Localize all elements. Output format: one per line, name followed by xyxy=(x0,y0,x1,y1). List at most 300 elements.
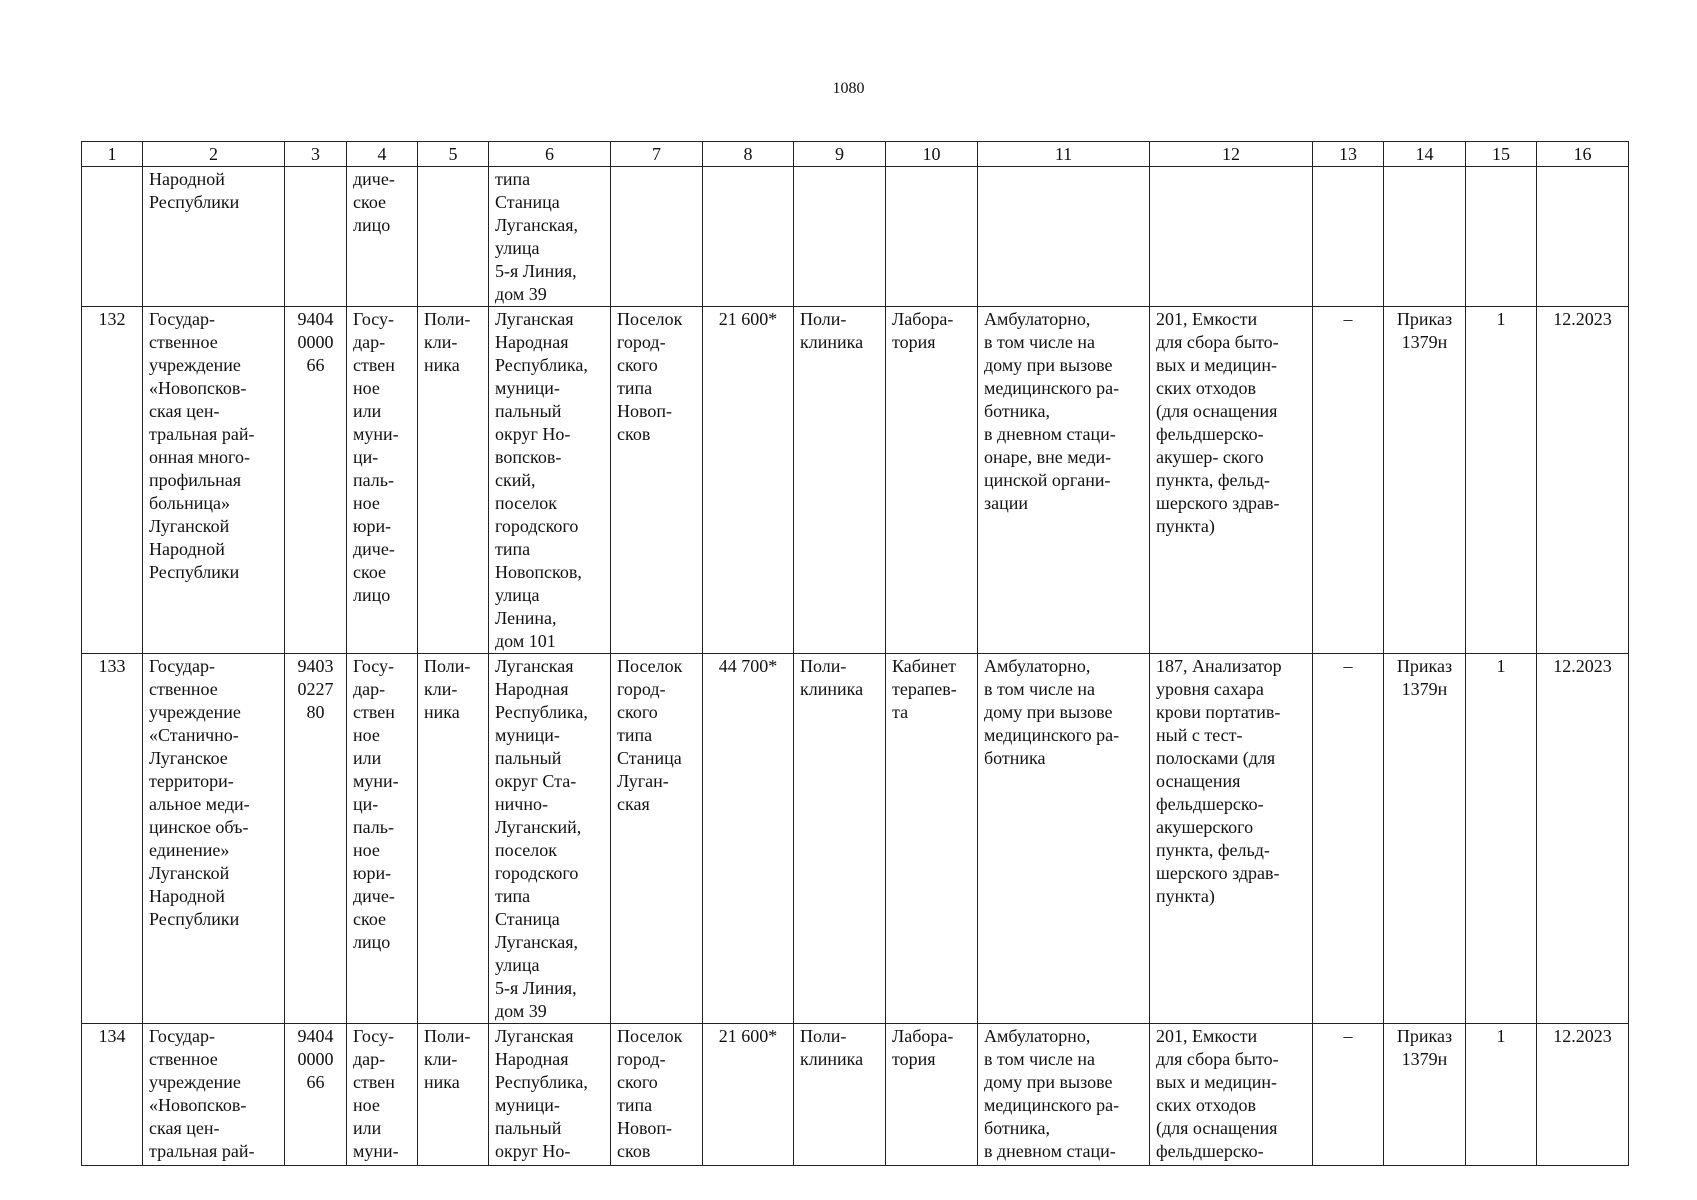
column-header-row xyxy=(82,142,1629,167)
cell-text-line: типа xyxy=(617,1095,653,1115)
cell-text-line: город- xyxy=(617,1049,666,1069)
cell-text-line: фельдшерско- xyxy=(1156,794,1264,814)
cell-text-line: ских отходов xyxy=(1156,1095,1256,1115)
cell-text-line: дом 39 xyxy=(495,284,547,304)
cell-text-line: или xyxy=(353,401,382,421)
cell-text-line: Народная xyxy=(495,679,569,699)
column-header: 5 xyxy=(418,142,489,167)
cell-text-line: ствен xyxy=(353,355,395,375)
column-header: 14 xyxy=(1384,142,1466,167)
cell-text-line: ское xyxy=(353,909,387,929)
table-row xyxy=(82,1024,1629,1166)
cell-text-line: больница» xyxy=(149,493,230,513)
cell-text-line: муници- xyxy=(495,725,560,745)
table-cell-col-7 xyxy=(611,167,703,307)
table-cell-col-12 xyxy=(1150,167,1313,307)
table-row xyxy=(82,307,1629,654)
cell-text-line: Ленина, xyxy=(495,608,557,628)
cell-text-line: онная много- xyxy=(149,447,250,467)
cell-text-line: 1 xyxy=(1496,1026,1506,1046)
column-header: 7 xyxy=(611,142,703,167)
cell-text-line: ника xyxy=(424,1072,460,1092)
cell-text-line: Поселок xyxy=(617,309,683,329)
table-cell-col-15 xyxy=(1466,1024,1537,1166)
table-cell-col-5 xyxy=(418,307,489,654)
table-cell-col-16 xyxy=(1537,307,1629,654)
cell-text-line: городского xyxy=(495,863,579,883)
cell-text-line: Амбулаторно, xyxy=(984,309,1091,329)
cell-text-line: 201, Емкости xyxy=(1156,1026,1258,1046)
table-cell-col-9 xyxy=(794,167,886,307)
table-cell-col-7 xyxy=(611,654,703,1024)
cell-text-line: Республика, xyxy=(495,1072,588,1092)
cell-text-line: 44 700* xyxy=(718,656,778,676)
cell-text-line: Луганская xyxy=(495,1026,574,1046)
cell-text-line: Луганский, xyxy=(495,817,582,837)
cell-text-line: типа xyxy=(617,725,653,745)
cell-text-line: ских отходов xyxy=(1156,378,1256,398)
table-cell-col-8 xyxy=(703,307,794,654)
cell-text-line: ского xyxy=(617,702,658,722)
cell-text-line: Станица xyxy=(495,192,560,212)
cell-text-line: Республики xyxy=(149,562,240,582)
cell-text-line: Луганская xyxy=(495,309,574,329)
cell-text-line: 1 xyxy=(1496,309,1506,329)
cell-text-line: единение» xyxy=(149,840,230,860)
cell-text-line: клиника xyxy=(800,1049,864,1069)
table-cell-col-10 xyxy=(886,307,978,654)
column-header: 13 xyxy=(1313,142,1384,167)
cell-text-line: Поли- xyxy=(800,1026,847,1046)
cell-text-line: кли- xyxy=(424,679,458,699)
cell-text-line: территори- xyxy=(149,771,234,791)
cell-text-line: город- xyxy=(617,679,666,699)
table-row xyxy=(82,654,1629,1024)
cell-text-line: Приказ xyxy=(1396,1026,1453,1046)
cell-text-line: Поли- xyxy=(424,656,471,676)
cell-text-line: или xyxy=(353,748,382,768)
table-cell-col-16 xyxy=(1537,654,1629,1024)
cell-text-line: полосками (для xyxy=(1156,748,1276,768)
cell-text-line: Луганской xyxy=(149,863,230,883)
cell-text-line: Луганская xyxy=(495,656,574,676)
table-body xyxy=(82,167,1629,1166)
cell-text-line: сков xyxy=(617,1141,651,1161)
table-cell-col-5 xyxy=(418,167,489,307)
cell-text-line: Поли- xyxy=(800,309,847,329)
cell-text-line: 1379н xyxy=(1401,1049,1448,1069)
cell-text-line: 0227 xyxy=(297,679,334,699)
table-cell-col-11 xyxy=(978,167,1150,307)
cell-text-line: тория xyxy=(892,332,936,352)
cell-text-line: лицо xyxy=(353,585,391,605)
cell-text-line: дар- xyxy=(353,332,386,352)
cell-text-line: 12.2023 xyxy=(1553,309,1612,329)
cell-text-line: Новоп- xyxy=(617,1118,673,1138)
cell-text-line: в том числе на xyxy=(984,332,1095,352)
cell-text-line: оснащения xyxy=(1156,771,1241,791)
table-cell-col-9 xyxy=(794,1024,886,1166)
cell-text-line: Амбулаторно, xyxy=(984,656,1091,676)
cell-text-line: тральная рай- xyxy=(149,424,255,444)
cell-text-line: терапев- xyxy=(892,679,957,699)
cell-text-line: муни- xyxy=(353,1141,399,1161)
cell-text-line: Новоп- xyxy=(617,401,673,421)
cell-text-line: 12.2023 xyxy=(1553,656,1612,676)
cell-text-line: Республика, xyxy=(495,702,588,722)
cell-text-line: шерского здрав- xyxy=(1156,863,1280,883)
cell-text-line: 66 xyxy=(306,355,325,375)
cell-text-line: учреждение xyxy=(149,355,241,375)
cell-text-line: пальный xyxy=(495,1118,562,1138)
cell-text-line: Республики xyxy=(149,192,240,212)
table-cell-col-2 xyxy=(143,654,285,1024)
cell-text-line: 1 xyxy=(1496,656,1506,676)
table-cell-col-13 xyxy=(1313,654,1384,1024)
cell-text-line: типа xyxy=(495,539,531,559)
cell-text-line: ского xyxy=(617,1072,658,1092)
cell-text-line: ского xyxy=(617,355,658,375)
cell-text-line: типа xyxy=(495,886,531,906)
cell-text-line: муници- xyxy=(495,378,560,398)
cell-text-line: паль- xyxy=(353,470,394,490)
table-cell-col-2 xyxy=(143,167,285,307)
table-cell-col-12 xyxy=(1150,1024,1313,1166)
cell-text-line: поселок xyxy=(495,840,558,860)
cell-text-line: ци- xyxy=(353,794,379,814)
cell-text-line: лицо xyxy=(353,932,391,952)
cell-text-line: в дневном стаци- xyxy=(984,1141,1116,1161)
table-cell-col-4 xyxy=(347,307,418,654)
table-cell-col-1 xyxy=(82,654,143,1024)
cell-text-line: город- xyxy=(617,332,666,352)
cell-text-line: 0000 xyxy=(297,1049,334,1069)
table-cell-col-13 xyxy=(1313,307,1384,654)
cell-text-line: лицо xyxy=(353,215,391,235)
table-cell-col-10 xyxy=(886,654,978,1024)
cell-text-line: (для оснащения xyxy=(1156,401,1278,421)
cell-text-line: уровня сахара xyxy=(1156,679,1264,699)
cell-text-line: Луган- xyxy=(617,771,669,791)
document-table xyxy=(81,141,1629,1166)
column-header: 4 xyxy=(347,142,418,167)
cell-text-line: фельдшерско- xyxy=(1156,1141,1264,1161)
cell-text-line: 5-я Линия, xyxy=(495,261,577,281)
column-header: 10 xyxy=(886,142,978,167)
cell-text-line: 9404 xyxy=(297,309,334,329)
table-cell-col-11 xyxy=(978,307,1150,654)
cell-text-line: тральная рай- xyxy=(149,1141,255,1161)
column-header: 16 xyxy=(1537,142,1629,167)
cell-text-line: ская цен- xyxy=(149,401,220,421)
page-number: 1080 xyxy=(832,80,865,97)
cell-text-line: 80 xyxy=(306,702,325,722)
cell-text-line: пункта) xyxy=(1156,886,1215,906)
cell-text-line: пальный xyxy=(495,748,562,768)
table-cell-col-13 xyxy=(1313,1024,1384,1166)
cell-text-line: акушер- ского xyxy=(1156,447,1264,467)
table-cell-col-12 xyxy=(1150,654,1313,1024)
cell-text-line: пункта) xyxy=(1156,516,1215,536)
cell-text-line: Государ- xyxy=(149,309,216,329)
cell-text-line: муни- xyxy=(353,771,399,791)
cell-text-line: ская xyxy=(617,794,650,814)
cell-text-line: 21 600* xyxy=(718,309,778,329)
cell-text-line: дому при вызове xyxy=(984,1072,1113,1092)
cell-text-line: Луганское xyxy=(149,748,228,768)
table-cell-col-15 xyxy=(1466,167,1537,307)
column-header: 1 xyxy=(82,142,143,167)
table-cell-col-8 xyxy=(703,167,794,307)
table-cell-col-3 xyxy=(285,307,347,654)
cell-text-line: округ Ста- xyxy=(495,771,577,791)
cell-text-line: Республики xyxy=(149,909,240,929)
cell-text-line: Новопсков, xyxy=(495,562,582,582)
cell-text-line: в том числе на xyxy=(984,679,1095,699)
table-cell-col-7 xyxy=(611,307,703,654)
cell-text-line: профильная xyxy=(149,470,242,490)
table-cell-col-14 xyxy=(1384,307,1466,654)
cell-text-line: та xyxy=(892,702,909,722)
cell-text-line: ственное xyxy=(149,332,218,352)
cell-text-line: Госу- xyxy=(353,1026,395,1046)
table-cell-col-13 xyxy=(1313,167,1384,307)
cell-text-line: 0000 xyxy=(297,332,334,352)
cell-text-line: Поселок xyxy=(617,1026,683,1046)
table-cell-col-14 xyxy=(1384,167,1466,307)
table-cell-col-4 xyxy=(347,654,418,1024)
cell-text-line: Станица xyxy=(617,748,682,768)
cell-text-line: ственное xyxy=(149,679,218,699)
cell-text-line: 1379н xyxy=(1401,332,1448,352)
table-cell-col-16 xyxy=(1537,1024,1629,1166)
table-cell-col-11 xyxy=(978,1024,1150,1166)
cell-text-line: «Новопсков- xyxy=(149,1095,247,1115)
table-cell-col-6 xyxy=(489,167,611,307)
cell-text-line: Кабинет xyxy=(892,656,957,676)
cell-text-line: Народной xyxy=(149,539,225,559)
cell-text-line: 201, Емкости xyxy=(1156,309,1258,329)
cell-text-line: 134 xyxy=(98,1026,126,1046)
cell-text-line: – xyxy=(1343,1026,1353,1046)
cell-text-line: – xyxy=(1343,309,1353,329)
cell-text-line: Луганская, xyxy=(495,932,578,952)
cell-text-line: Поли- xyxy=(424,309,471,329)
table-cell-col-2 xyxy=(143,307,285,654)
cell-text-line: ботника, xyxy=(984,401,1051,421)
cell-text-line: 132 xyxy=(98,309,126,329)
cell-text-line: Народная xyxy=(495,332,569,352)
cell-text-line: цинской органи- xyxy=(984,470,1111,490)
table-cell-col-14 xyxy=(1384,654,1466,1024)
cell-text-line: Государ- xyxy=(149,656,216,676)
cell-text-line: муници- xyxy=(495,1095,560,1115)
table-cell-col-2 xyxy=(143,1024,285,1166)
cell-text-line: зации xyxy=(984,493,1028,513)
cell-text-line: ботника, xyxy=(984,1118,1051,1138)
cell-text-line: 187, Анализатор xyxy=(1156,656,1282,676)
table-cell-col-14 xyxy=(1384,1024,1466,1166)
table-cell-col-9 xyxy=(794,307,886,654)
table-cell-col-8 xyxy=(703,654,794,1024)
cell-text-line: Амбулаторно, xyxy=(984,1026,1091,1046)
cell-text-line: учреждение xyxy=(149,1072,241,1092)
column-header: 2 xyxy=(143,142,285,167)
table-cell-col-1 xyxy=(82,167,143,307)
table-cell-col-1 xyxy=(82,307,143,654)
cell-text-line: медицинского ра- xyxy=(984,378,1120,398)
cell-text-line: ственное xyxy=(149,1049,218,1069)
cell-text-line: ное xyxy=(353,840,380,860)
cell-text-line: типа xyxy=(495,169,531,189)
cell-text-line: ника xyxy=(424,355,460,375)
cell-text-line: Станица xyxy=(495,909,560,929)
cell-text-line: Луганской xyxy=(149,516,230,536)
table-cell-col-1 xyxy=(82,1024,143,1166)
cell-text-line: ское xyxy=(353,192,387,212)
cell-text-line: медицинского ра- xyxy=(984,1095,1120,1115)
cell-text-line: городского xyxy=(495,516,579,536)
cell-text-line: дому при вызове xyxy=(984,702,1113,722)
cell-text-line: Приказ xyxy=(1396,309,1453,329)
cell-text-line: улица xyxy=(495,585,540,605)
table-cell-col-12 xyxy=(1150,307,1313,654)
cell-text-line: 9404 xyxy=(297,1026,334,1046)
cell-text-line: диче- xyxy=(353,169,395,189)
cell-text-line: – xyxy=(1343,656,1353,676)
cell-text-line: юри- xyxy=(353,516,392,536)
cell-text-line: Поли- xyxy=(424,1026,471,1046)
cell-text-line: улица xyxy=(495,955,540,975)
cell-text-line: клиника xyxy=(800,679,864,699)
cell-text-line: 5-я Линия, xyxy=(495,978,577,998)
cell-text-line: Лабора- xyxy=(892,1026,954,1046)
cell-text-line: пальный xyxy=(495,401,562,421)
cell-text-line: учреждение xyxy=(149,702,241,722)
cell-text-line: ное xyxy=(353,378,380,398)
cell-text-line: 9403 xyxy=(297,656,334,676)
table-cell-col-11 xyxy=(978,654,1150,1024)
cell-text-line: шерского здрав- xyxy=(1156,493,1280,513)
cell-text-line: крови портатив- xyxy=(1156,702,1281,722)
cell-text-line: паль- xyxy=(353,817,394,837)
table-cell-col-6 xyxy=(489,307,611,654)
cell-text-line: Государ- xyxy=(149,1026,216,1046)
cell-text-line: сков xyxy=(617,424,651,444)
cell-text-line: нично- xyxy=(495,794,548,814)
table-cell-col-10 xyxy=(886,1024,978,1166)
table-cell-col-4 xyxy=(347,1024,418,1166)
cell-text-line: дом 101 xyxy=(495,631,556,651)
cell-text-line: 66 xyxy=(306,1072,325,1092)
cell-text-line: ский, xyxy=(495,470,536,490)
table-cell-col-3 xyxy=(285,654,347,1024)
cell-text-line: клиника xyxy=(800,332,864,352)
cell-text-line: вых и медицин- xyxy=(1156,355,1278,375)
cell-text-line: Госу- xyxy=(353,656,395,676)
cell-text-line: дому при вызове xyxy=(984,355,1113,375)
cell-text-line: диче- xyxy=(353,539,395,559)
table-cell-col-3 xyxy=(285,1024,347,1166)
table-cell-col-7 xyxy=(611,1024,703,1166)
cell-text-line: для сбора быто- xyxy=(1156,1049,1279,1069)
cell-text-line: Народной xyxy=(149,886,225,906)
cell-text-line: Республика, xyxy=(495,355,588,375)
table-row xyxy=(82,167,1629,307)
cell-text-line: 12.2023 xyxy=(1553,1026,1612,1046)
table-cell-col-6 xyxy=(489,654,611,1024)
cell-text-line: «Станично- xyxy=(149,725,239,745)
column-header: 12 xyxy=(1150,142,1313,167)
cell-text-line: вых и медицин- xyxy=(1156,1072,1278,1092)
table-cell-col-6 xyxy=(489,1024,611,1166)
cell-text-line: ское xyxy=(353,562,387,582)
table-cell-col-3 xyxy=(285,167,347,307)
cell-text-line: Госу- xyxy=(353,309,395,329)
cell-text-line: диче- xyxy=(353,886,395,906)
table-cell-col-10 xyxy=(886,167,978,307)
cell-text-line: для сбора быто- xyxy=(1156,332,1279,352)
cell-text-line: ное xyxy=(353,493,380,513)
cell-text-line: улица xyxy=(495,238,540,258)
cell-text-line: ствен xyxy=(353,702,395,722)
cell-text-line: дар- xyxy=(353,679,386,699)
cell-text-line: ный с тест- xyxy=(1156,725,1243,745)
cell-text-line: в дневном стаци- xyxy=(984,424,1116,444)
cell-text-line: округ Но- xyxy=(495,424,571,444)
table-cell-col-5 xyxy=(418,1024,489,1166)
cell-text-line: ника xyxy=(424,702,460,722)
cell-text-line: фельдшерско- xyxy=(1156,424,1264,444)
cell-text-line: 133 xyxy=(98,656,126,676)
cell-text-line: ботника xyxy=(984,748,1046,768)
cell-text-line: юри- xyxy=(353,863,392,883)
cell-text-line: кли- xyxy=(424,332,458,352)
cell-text-line: типа xyxy=(617,378,653,398)
cell-text-line: кли- xyxy=(424,1049,458,1069)
cell-text-line: в том числе на xyxy=(984,1049,1095,1069)
cell-text-line: цинское объ- xyxy=(149,817,249,837)
column-header: 9 xyxy=(794,142,886,167)
cell-text-line: пункта, фельд- xyxy=(1156,840,1270,860)
column-header: 8 xyxy=(703,142,794,167)
cell-text-line: 21 600* xyxy=(718,1026,778,1046)
cell-text-line: альное меди- xyxy=(149,794,250,814)
cell-text-line: ное xyxy=(353,1095,380,1115)
column-header: 3 xyxy=(285,142,347,167)
table-cell-col-15 xyxy=(1466,307,1537,654)
cell-text-line: «Новопсков- xyxy=(149,378,247,398)
cell-text-line: дом 39 xyxy=(495,1001,547,1021)
cell-text-line: онаре, вне меди- xyxy=(984,447,1112,467)
cell-text-line: Лабора- xyxy=(892,309,954,329)
cell-text-line: Поли- xyxy=(800,656,847,676)
column-header: 6 xyxy=(489,142,611,167)
cell-text-line: пункта, фельд- xyxy=(1156,470,1270,490)
table-cell-col-4 xyxy=(347,167,418,307)
cell-text-line: округ Но- xyxy=(495,1141,571,1161)
cell-text-line: ное xyxy=(353,725,380,745)
cell-text-line: дар- xyxy=(353,1049,386,1069)
cell-text-line: Народной xyxy=(149,169,225,189)
cell-text-line: ци- xyxy=(353,447,379,467)
table-cell-col-5 xyxy=(418,654,489,1024)
cell-text-line: Луганская, xyxy=(495,215,578,235)
cell-text-line: вопсков- xyxy=(495,447,562,467)
column-header: 15 xyxy=(1466,142,1537,167)
table-cell-col-16 xyxy=(1537,167,1629,307)
cell-text-line: (для оснащения xyxy=(1156,1118,1278,1138)
